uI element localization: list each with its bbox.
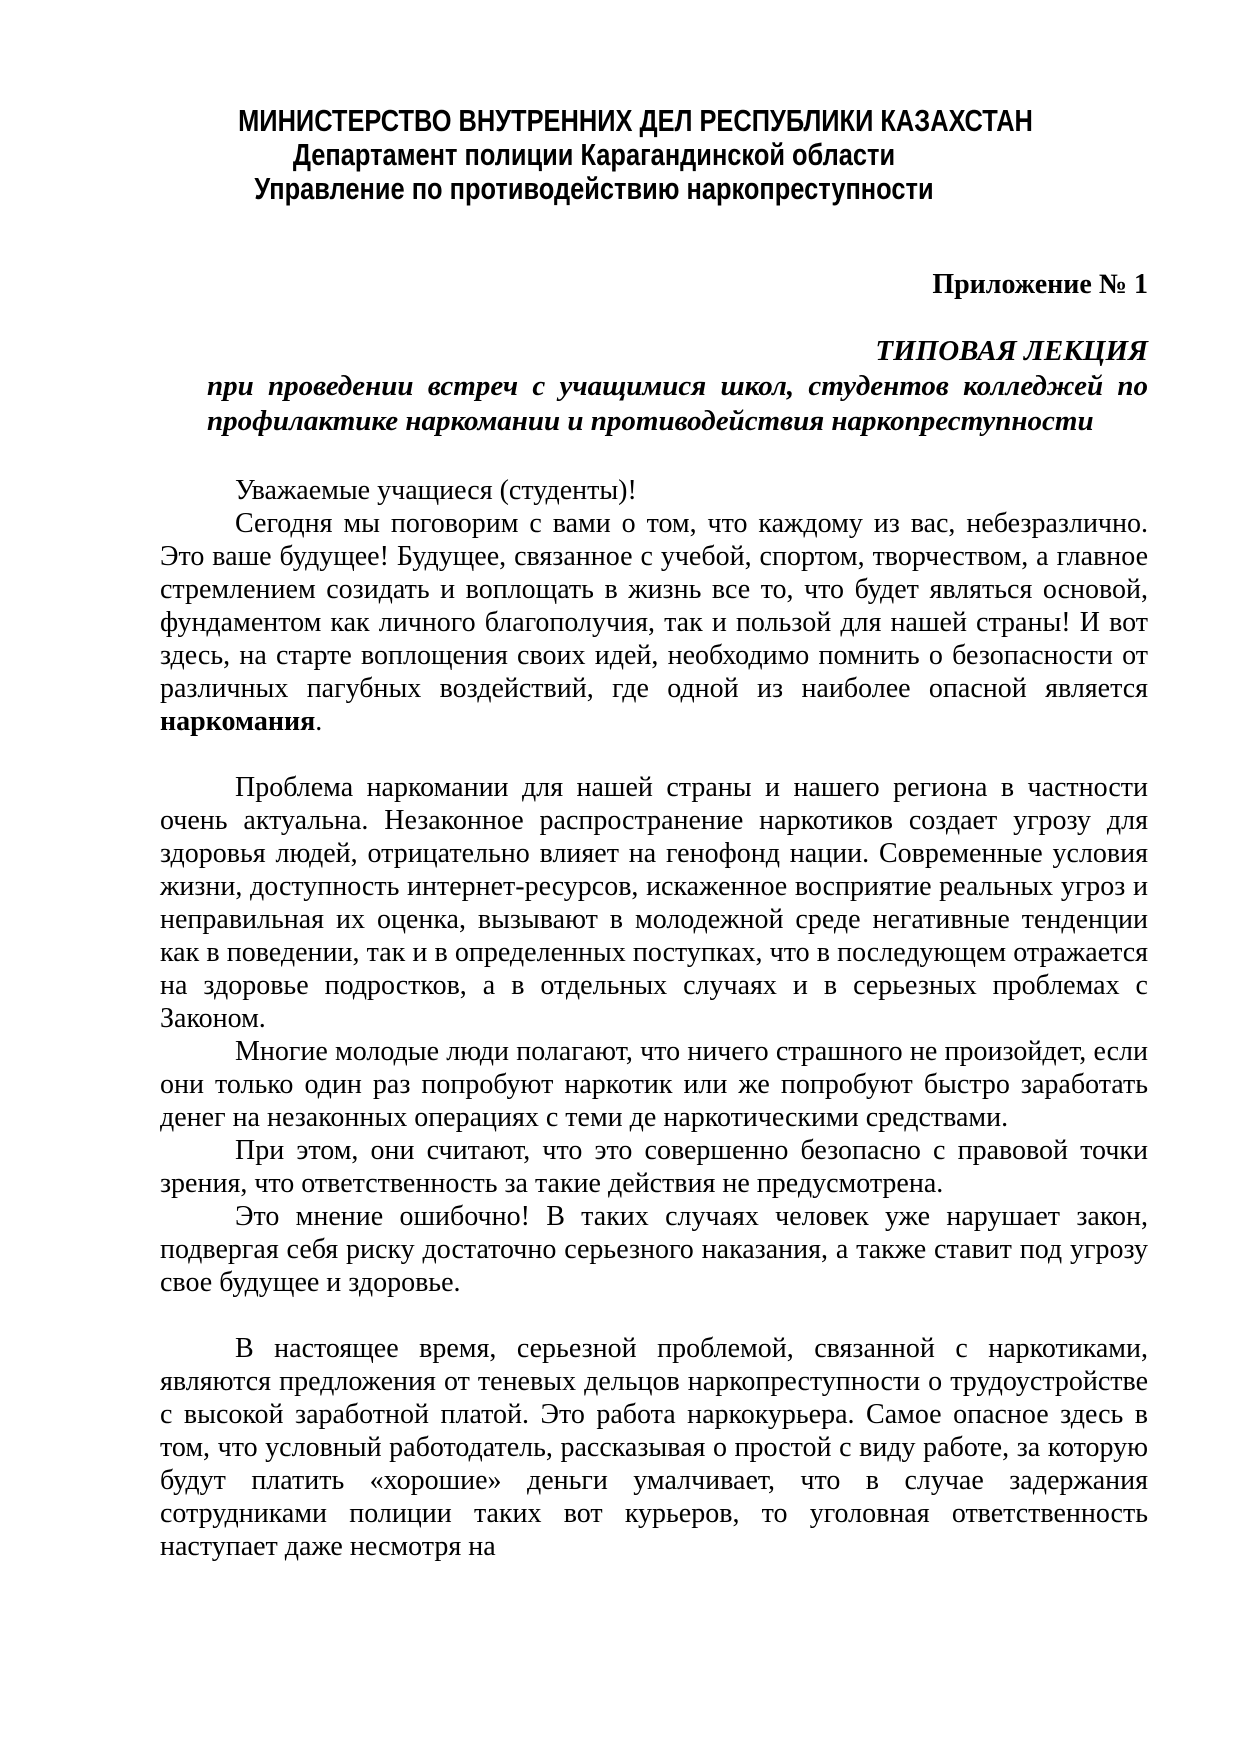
- letterhead-directorate-line: Управление по противодействию наркопреступности: [254, 171, 934, 206]
- letterhead-ministry-line: МИНИСТЕРСТВО ВНУТРЕННИХ ДЕЛ РЕСПУБЛИКИ КАЗАХСТАН: [238, 103, 1033, 138]
- paragraph-drug-courier: В настоящее время, серьезной проблемой, связанной с наркотиками, являются предложения от теневых дельцов наркопреступности о трудоустройстве с высокой заработной платой. Это работа наркокурьера. Самое опасное здесь в том, что условный работодатель, рассказывая о простой с виду работе, за которую будут платить «хорошие» деньги умалчивает, что в случае задержания сотрудниками полиции таких вот курьеров, то уголовная ответственность наступает даже несмотря на: [160, 1333, 1148, 1562]
- paragraph-legal-misbelief: При этом, они считают, что это совершенно безопасно с правовой точки зрения, что ответственность за такие действия не предусмотрена.: [160, 1135, 1148, 1199]
- letterhead: [160, 103, 1033, 206]
- lecture-subtitle: при проведении встреч с учащимися школ, студентов колледжей по профилактике наркомании и противодействия наркопреступности: [207, 370, 1148, 437]
- intro-closing-period: .: [315, 706, 323, 737]
- intro-paragraph: [160, 507, 1148, 738]
- letterhead-department-line: Департамент полиции Карагандинской области: [292, 137, 896, 172]
- lecture-heading: [160, 334, 1148, 439]
- paragraph-wrong-opinion: Это мнение ошибочно! В таких случаях человек уже нарушает закон, подвергая себя риску достаточно серьезного наказания, а также ставит под угрозу свое будущее и здоровье.: [160, 1201, 1148, 1298]
- annex-label: Приложение № 1: [932, 269, 1148, 300]
- lecture-title: ТИПОВАЯ ЛЕКЦИЯ: [875, 335, 1148, 367]
- lecture-body: [160, 474, 1148, 1563]
- intro-bold-term: наркомания: [160, 706, 316, 737]
- greeting-paragraph: [160, 474, 1148, 507]
- greeting-text: Уважаемые учащиеся (студенты)!: [235, 475, 637, 506]
- paragraph-drug-problem: Проблема наркомании для нашей страны и нашего региона в частности очень актуальна. Незаконное распространение наркотиков создает угрозу для здоровья людей, отрицательно влияет на генофонд нации. Современные условия жизни, доступность интернет-ресурсов, искаженное восприятие реальных угроз и неправильная их оценка, вызывают в молодежной среде негативные тенденции как в поведении, так и в определенных поступках, что в последующем отражается на здоровье подростков, а в отдельных случаях и в серьезных проблемах с Законом.: [160, 772, 1148, 1034]
- intro-text: Сегодня мы поговорим с вами о том, что каждому из вас, небезразлично. Это ваше будущее! Будущее, связанное с учебой, спортом, творчеством, а главное стремлением созидать и воплощать в жизнь все то, что будет являться основой, фундаментом как личного благополучия, так и пользой для нашей страны! И вот здесь, на старте воплощения своих идей, необходимо помнить о безопасности от различных пагубных воздействий, где одной из наиболее опасной является: [160, 508, 1148, 704]
- paragraph-young-people: Многие молодые люди полагают, что ничего страшного не произойдет, если они только один раз попробуют наркотик или же попробуют быстро заработать денег на незаконных операциях с теми де наркотическими средствами.: [160, 1036, 1148, 1133]
